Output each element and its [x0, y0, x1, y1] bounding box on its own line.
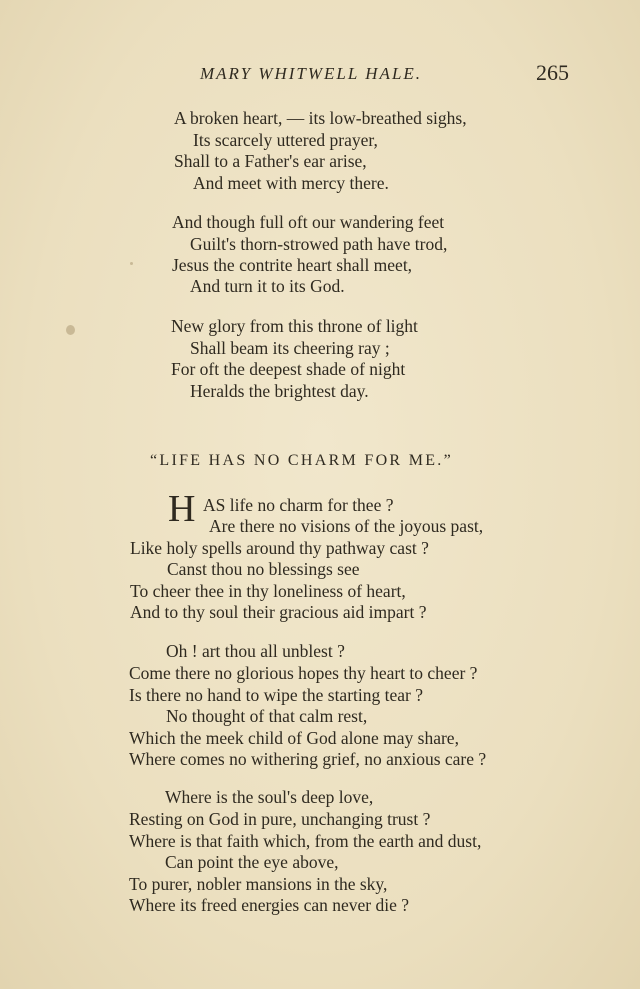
- poem-line: Are there no visions of the joyous past,: [209, 516, 484, 536]
- poem-line: Oh ! art thou all unblest ?: [166, 641, 345, 661]
- poem-line: AS life no charm for thee ?: [203, 495, 394, 515]
- poem-line: To purer, nobler mansions in the sky,: [129, 874, 388, 894]
- poem-line: Like holy spells around thy pathway cast ?: [130, 538, 429, 558]
- poem-line: For oft the deepest shade of night: [171, 359, 406, 379]
- poem-line: And though full oft our wandering feet: [172, 212, 445, 232]
- poem-line: Shall beam its cheering ray ;: [190, 338, 390, 358]
- poem-line: Heralds the brightest day.: [190, 381, 369, 401]
- poem-line: Its scarcely uttered prayer,: [193, 130, 378, 150]
- poem-line: Shall to a Father's ear arise,: [174, 151, 367, 171]
- running-head: [0, 60, 640, 90]
- poem-line: New glory from this throne of light: [171, 316, 418, 336]
- poem-line: Come there no glorious hopes thy heart to cheer ?: [129, 663, 478, 683]
- poem-line: And to thy soul their gracious aid impart ?: [130, 602, 427, 622]
- poem-line: Is there no hand to wipe the starting tear ?: [129, 685, 423, 705]
- poem-line: And turn it to its God.: [190, 276, 345, 296]
- poem-line: Resting on God in pure, unchanging trust ?: [129, 809, 431, 829]
- running-title: MARY WHITWELL HALE.: [200, 64, 423, 83]
- poem-line: And meet with mercy there.: [193, 173, 389, 193]
- poem-line: A broken heart, — its low-breathed sighs,: [174, 108, 467, 128]
- poem-line: Where is that faith which, from the earth and dust,: [129, 831, 482, 851]
- poem-line: Which the meek child of God alone may share,: [129, 728, 459, 748]
- poem-line: Where its freed energies can never die ?: [129, 895, 410, 915]
- poem-line: Canst thou no blessings see: [167, 559, 360, 579]
- page-spot: [130, 262, 133, 265]
- drop-cap: H: [168, 488, 196, 530]
- poem-line: Where is the soul's deep love,: [165, 787, 374, 807]
- page-number: 265: [536, 60, 569, 85]
- poem-title: “LIFE HAS NO CHARM FOR ME.”: [150, 452, 453, 469]
- poem-line: No thought of that calm rest,: [166, 706, 368, 726]
- poem-line: Guilt's thorn-strowed path have trod,: [190, 234, 448, 254]
- poem-line: Can point the eye above,: [165, 852, 339, 872]
- poem-line: Where comes no withering grief, no anxious care ?: [129, 749, 487, 769]
- poem-line: To cheer thee in thy loneliness of heart,: [130, 581, 406, 601]
- poem-line: Jesus the contrite heart shall meet,: [172, 255, 413, 275]
- page-spot: [66, 325, 75, 335]
